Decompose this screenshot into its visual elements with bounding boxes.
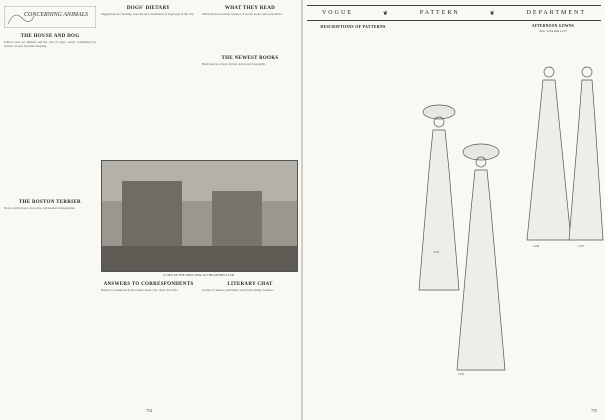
section-text: Editor's note on animals and the care of dogs; essays contributed by readers on pets and their keeping.: [4, 40, 96, 49]
left-col-3b: [202, 282, 298, 292]
section-text: Replies to questions from readers about cats, dogs and birds.: [101, 288, 179, 292]
section-text: Suggestions for feeding, exercise and cleanliness of dogs kept in the city.: [101, 12, 195, 16]
figure-number: 1234: [433, 250, 439, 254]
kennel-photo-image-icon: [102, 161, 297, 271]
masthead-title: CONCERNING ANIMALS: [24, 12, 89, 18]
section-heading: DOGS' DIETARY: [126, 6, 171, 11]
section-text: Publications received; reviews of recent books and periodicals.: [202, 12, 283, 16]
pattern-subtitle: Nos. 1234 and 1235: [539, 29, 567, 33]
figure-number: 1235: [458, 372, 464, 376]
header-department: DEPARTMENT: [526, 10, 586, 16]
masthead: [4, 6, 96, 33]
section-text: Notes on the breed, its points, and kennel arrangements.: [4, 206, 76, 210]
right-page: [303, 0, 605, 420]
pattern-title-block: [508, 24, 598, 34]
section-heading: ANSWERS TO CORRESPONDENTS: [103, 282, 194, 287]
header-ornament-icon: ❦: [489, 10, 497, 17]
photo-caption: A VIEW OF THE SHOW RING AT THE KENNEL CLUB: [162, 273, 235, 277]
section-heading: LITERARY CHAT: [227, 282, 273, 287]
section-heading: WHAT THEY READ: [224, 6, 276, 11]
section-heading: THE BOSTON TERRIER: [19, 200, 81, 205]
page-number: 755: [591, 408, 597, 413]
figure-number: 1237: [578, 244, 584, 248]
header-ornament-icon: ❦: [382, 10, 390, 17]
left-col-3: [202, 6, 298, 66]
figure-number: 1236: [533, 244, 539, 248]
left-col-1b: [4, 200, 96, 210]
header-pattern: PATTERN: [419, 10, 460, 16]
pattern-header: [307, 5, 601, 21]
left-col-2: [101, 6, 196, 16]
header-vogue: VOGUE: [321, 10, 353, 16]
left-col-2b: [101, 282, 196, 292]
left-page: [0, 0, 302, 420]
section-heading: THE HOUSE AND DOG: [20, 34, 80, 39]
left-col-1: [4, 34, 96, 50]
fashion-illustration: [399, 40, 604, 400]
kennel-photo: [101, 160, 298, 272]
right-col-1: [307, 24, 399, 30]
patterns-heading: DESCRIPTIONS OF PATTERNS: [320, 24, 386, 29]
page-number: 754: [146, 408, 152, 413]
pattern-title: AFTERNOON GOWNS: [531, 24, 575, 28]
section-heading: THE NEWEST BOOKS: [221, 56, 279, 62]
section-text: Brief notices of new fiction, travel and biography.: [202, 62, 266, 67]
section-text: Gossip of authors, publishers and forthcoming volumes.: [202, 288, 274, 292]
